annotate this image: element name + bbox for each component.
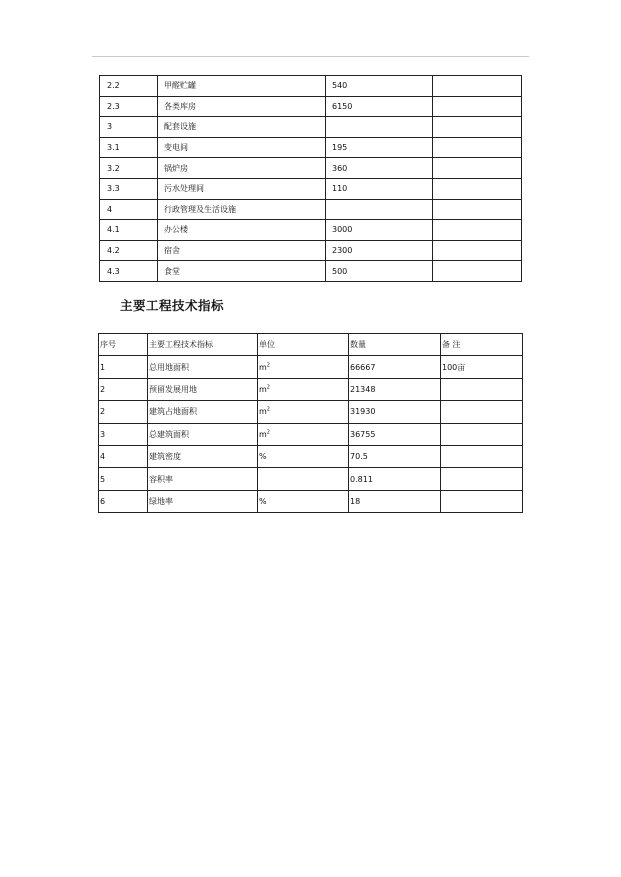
cell-value: 36755 (349, 423, 441, 445)
section-title: 主要工程技术指标 (120, 298, 225, 313)
cell-no: 3.1 (100, 137, 158, 158)
cell-name: 绿地率 (148, 490, 258, 512)
cell-name: 办公楼 (158, 220, 326, 241)
cell-value: 21348 (349, 378, 441, 400)
cell-unit (258, 490, 349, 512)
cell-no: 3.3 (100, 178, 158, 199)
cell-no: 2.2 (100, 76, 158, 97)
table-row (100, 158, 522, 179)
cell-unit (258, 445, 349, 467)
cell-no: 3.2 (100, 158, 158, 179)
table-row (100, 240, 522, 261)
cell-area: 2300 (326, 240, 433, 261)
cell-name: 行政管理及生活设施 (158, 199, 326, 220)
table-row (100, 117, 522, 138)
facilities-table (99, 75, 522, 282)
table-row (100, 96, 522, 117)
table-row (99, 490, 523, 512)
cell-name: 污水处理间 (158, 178, 326, 199)
table-row (99, 423, 523, 445)
table-row (99, 378, 523, 400)
table-row (100, 76, 522, 97)
header-value: 数量 (349, 334, 441, 356)
cell-note (433, 76, 522, 97)
technical-indicators-table (98, 333, 523, 513)
cell-no: 2 (99, 378, 148, 400)
unit-text: % (259, 452, 267, 462)
unit-text: m (259, 429, 267, 439)
cell-name: 各类库房 (158, 96, 326, 117)
unit-superscript: 2 (266, 384, 270, 391)
cell-no: 1 (99, 356, 148, 378)
cell-name: 预留发展用地 (148, 378, 258, 400)
cell-note: 100亩 (441, 356, 523, 378)
cell-note (433, 261, 522, 282)
header-unit: 单位 (258, 334, 349, 356)
cell-note (441, 490, 523, 512)
cell-name: 锅炉房 (158, 158, 326, 179)
cell-area (326, 199, 433, 220)
cell-area (326, 117, 433, 138)
cell-name: 甲醛贮罐 (158, 76, 326, 97)
cell-no: 2.3 (100, 96, 158, 117)
cell-no: 5 (99, 468, 148, 490)
cell-note (433, 117, 522, 138)
cell-note (433, 240, 522, 261)
cell-name: 食堂 (158, 261, 326, 282)
table-row (99, 356, 523, 378)
cell-name: 建筑密度 (148, 445, 258, 467)
cell-area: 360 (326, 158, 433, 179)
cell-name: 总用地面积 (148, 356, 258, 378)
cell-no: 4.1 (100, 220, 158, 241)
cell-note (433, 178, 522, 199)
cell-area: 3000 (326, 220, 433, 241)
cell-no: 4 (99, 445, 148, 467)
page-header-rule (92, 56, 529, 57)
cell-no: 3 (100, 117, 158, 138)
table-row (100, 137, 522, 158)
cell-note (433, 96, 522, 117)
cell-value: 31930 (349, 401, 441, 423)
header-no: 序号 (99, 334, 148, 356)
cell-unit (258, 468, 349, 490)
cell-name: 总建筑面积 (148, 423, 258, 445)
cell-value: 70.5 (349, 445, 441, 467)
cell-value: 66667 (349, 356, 441, 378)
table-row (100, 220, 522, 241)
table-row (100, 178, 522, 199)
cell-name: 配套设施 (158, 117, 326, 138)
unit-superscript: 2 (266, 361, 270, 368)
cell-area: 195 (326, 137, 433, 158)
cell-note (441, 401, 523, 423)
cell-area: 540 (326, 76, 433, 97)
cell-name: 容积率 (148, 468, 258, 490)
cell-area: 500 (326, 261, 433, 282)
cell-unit (258, 378, 349, 400)
cell-name: 宿舍 (158, 240, 326, 261)
table-header-row (99, 334, 523, 356)
cell-area: 6150 (326, 96, 433, 117)
cell-note (433, 199, 522, 220)
header-name: 主要工程技术指标 (148, 334, 258, 356)
unit-text: % (259, 496, 267, 506)
header-note: 备 注 (441, 334, 523, 356)
cell-note (433, 158, 522, 179)
cell-note (433, 220, 522, 241)
table-row (99, 445, 523, 467)
cell-note (441, 468, 523, 490)
cell-no: 6 (99, 490, 148, 512)
cell-name: 建筑占地面积 (148, 401, 258, 423)
cell-note (441, 378, 523, 400)
unit-text: m (259, 362, 267, 372)
cell-no: 4.2 (100, 240, 158, 261)
cell-unit (258, 423, 349, 445)
cell-no: 2 (99, 401, 148, 423)
table-row (99, 468, 523, 490)
cell-value: 0.811 (349, 468, 441, 490)
cell-name: 变电间 (158, 137, 326, 158)
cell-note (433, 137, 522, 158)
cell-note (441, 423, 523, 445)
cell-area: 110 (326, 178, 433, 199)
cell-no: 4.3 (100, 261, 158, 282)
unit-superscript: 2 (266, 429, 270, 436)
unit-text: m (259, 384, 267, 394)
unit-superscript: 2 (266, 406, 270, 413)
cell-value: 18 (349, 490, 441, 512)
cell-unit (258, 356, 349, 378)
table-row (100, 199, 522, 220)
cell-unit (258, 401, 349, 423)
table-row (99, 401, 523, 423)
table-row (100, 261, 522, 282)
cell-no: 4 (100, 199, 158, 220)
cell-no: 3 (99, 423, 148, 445)
unit-text: m (259, 407, 267, 417)
cell-note (441, 445, 523, 467)
